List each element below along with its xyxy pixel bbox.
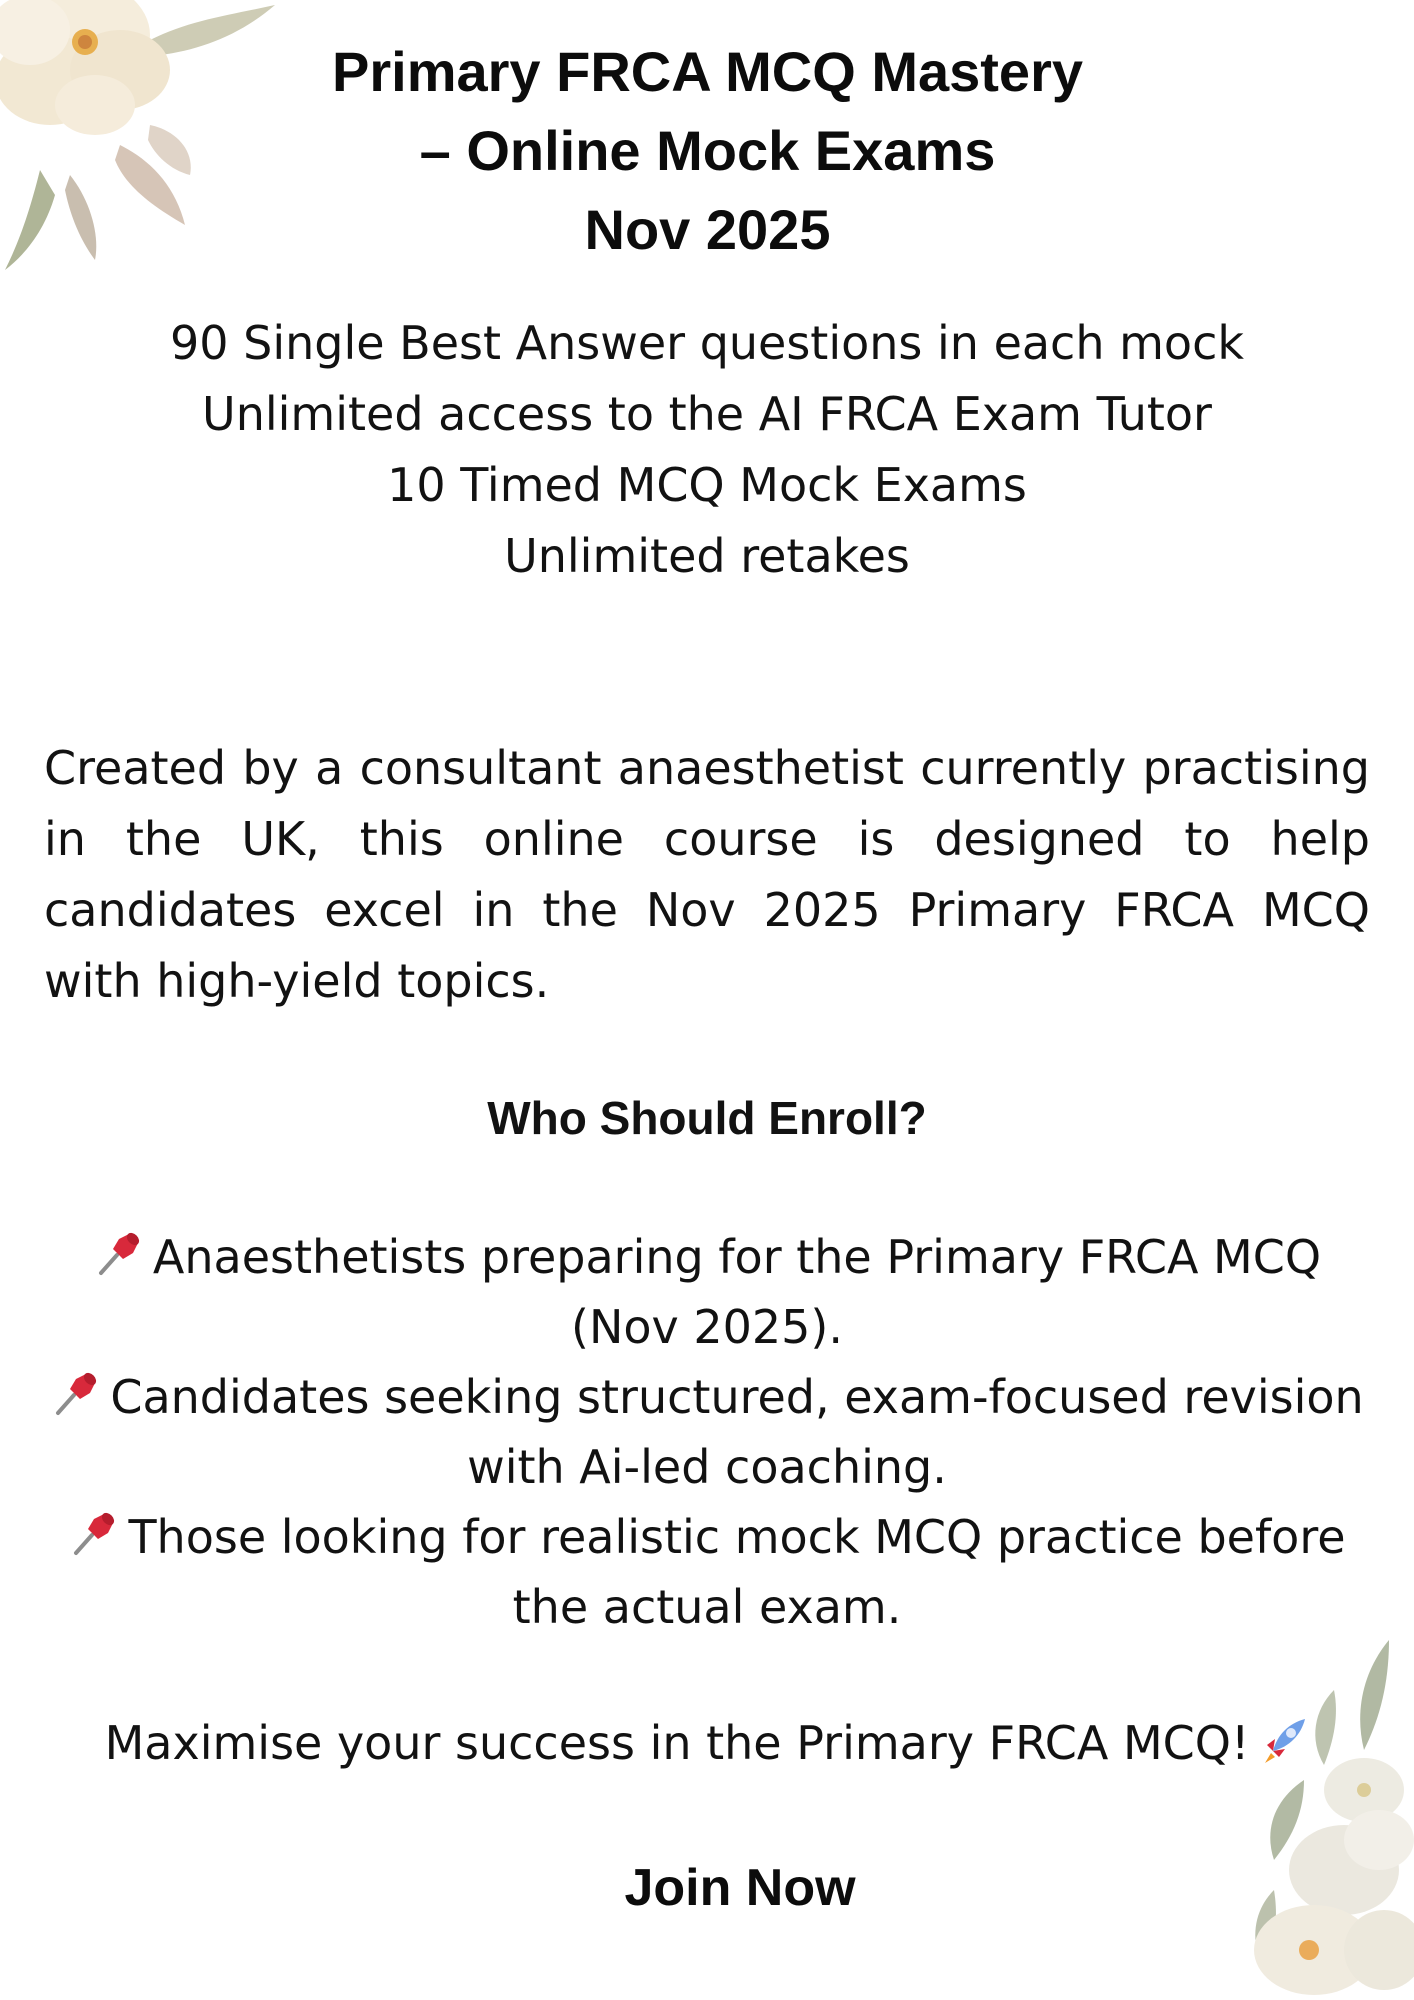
pushpin-icon [93,1227,145,1279]
feature-item: 10 Timed MCQ Mock Exams [387,458,1027,512]
audience-item [40,1222,1374,1362]
feature-item: Unlimited access to the AI FRCA Exam Tutor [202,387,1212,441]
rocket-icon [1257,1715,1309,1767]
flower-decoration-top-left [0,0,290,290]
audience-list [40,1222,1374,1642]
course-description: Created by a consultant anaesthetist currently practising in the UK, this online course is designed to help candidates excel in the Nov 2025 Primary FRCA MCQ with high-yield topics. [44,741,1370,1008]
title-line-3: Nov 2025 [584,198,831,261]
page-title [250,32,1165,269]
cta-message [40,1708,1374,1778]
features-list [40,308,1374,592]
pushpin-icon [68,1507,120,1559]
audience-item [40,1362,1374,1502]
feature-item: Unlimited retakes [504,529,910,583]
feature-item: 90 Single Best Answer questions in each mock [169,316,1245,370]
audience-item-text: Anaesthetists preparing for the Primary FRCA MCQ (Nov 2025). [152,1230,1322,1354]
audience-item [40,1502,1374,1642]
join-now-link[interactable]: Join Now [624,1859,856,1917]
cta-text: Maximise your success in the Primary FRCA MCQ! [104,1716,1250,1770]
audience-item-text: Those looking for realistic mock MCQ practice before the actual exam. [128,1510,1346,1634]
who-should-enroll-heading: Who Should Enroll? [487,1092,927,1144]
pushpin-icon [50,1367,102,1419]
flower-decoration-bottom-right [1214,1630,1414,2000]
audience-item-text: Candidates seeking structured, exam-focused revision with Ai-led coaching. [110,1370,1364,1494]
title-line-2: – Online Mock Exams [419,119,996,182]
title-line-1: Primary FRCA MCQ Mastery [331,40,1084,103]
